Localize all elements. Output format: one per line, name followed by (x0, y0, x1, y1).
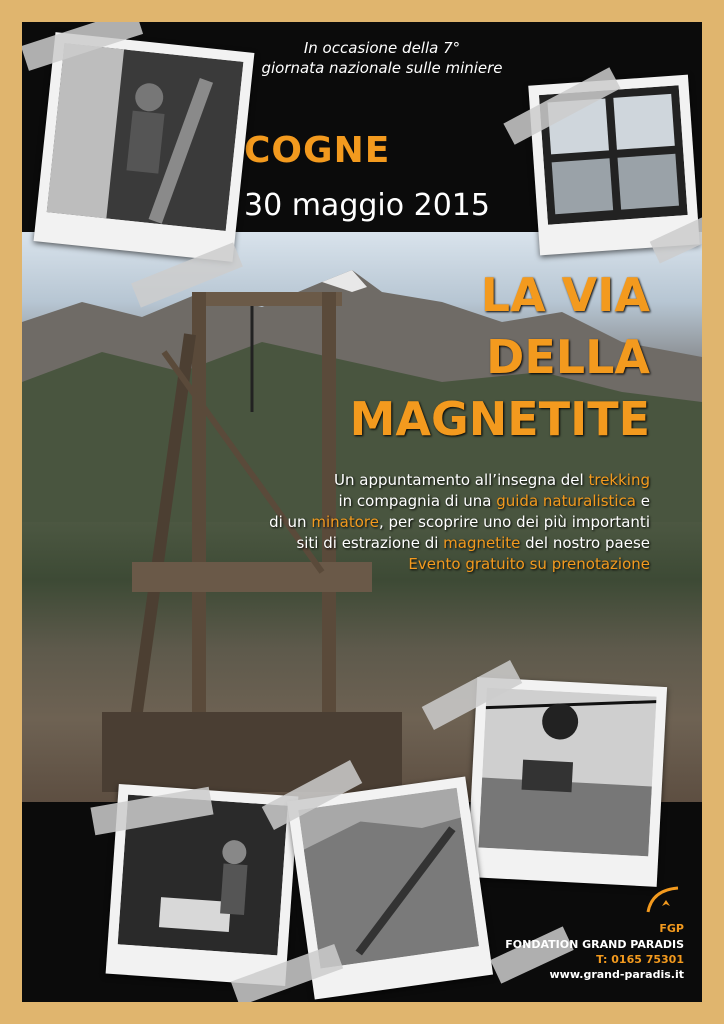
conveyor-photo (298, 788, 479, 969)
free-event-note: Evento gratuito su prenotazione (408, 555, 650, 573)
occasion-line-1: In occasione della 7° (303, 39, 461, 57)
desc-text: e (636, 492, 650, 510)
cablecar-photo (478, 688, 656, 857)
photo-cablecar-right (467, 677, 667, 887)
desc-highlight: trekking (588, 471, 650, 489)
occasion-line-2: giornata nazionale sulle miniere (261, 59, 503, 77)
desc-highlight: magnetite (443, 534, 521, 552)
occasion-text (232, 38, 532, 78)
desc-text: siti di estrazione di (296, 534, 444, 552)
desc-text: del nostro paese (520, 534, 650, 552)
org-abbreviation: FGP (659, 922, 684, 935)
fgp-logo-icon (642, 884, 682, 914)
org-phone: T: 0165 75301 (596, 953, 684, 966)
desc-text: , per scoprire uno dei più importanti (378, 513, 650, 531)
desc-text: Un appuntamento all’insegna del (334, 471, 589, 489)
event-description (228, 470, 650, 575)
event-date: 30 maggio 2015 (244, 188, 490, 223)
org-name: FONDATION GRAND PARADIS (505, 938, 684, 951)
miner-photo (47, 43, 244, 231)
desc-highlight: minatore (311, 513, 379, 531)
photo-miner-top-left (34, 32, 255, 262)
title-line-2: DELLA (486, 330, 650, 384)
event-title (330, 264, 650, 450)
desc-highlight: guida naturalistica (496, 492, 636, 510)
title-line-3: MAGNETITE (349, 392, 650, 446)
desc-text: di un (269, 513, 312, 531)
town-name: COGNE (244, 130, 391, 171)
org-website[interactable]: www.grand-paradis.it (549, 968, 684, 981)
desc-text: in compagnia di una (338, 492, 497, 510)
poster (22, 22, 702, 1002)
title-line-1: LA VIA (480, 268, 650, 322)
